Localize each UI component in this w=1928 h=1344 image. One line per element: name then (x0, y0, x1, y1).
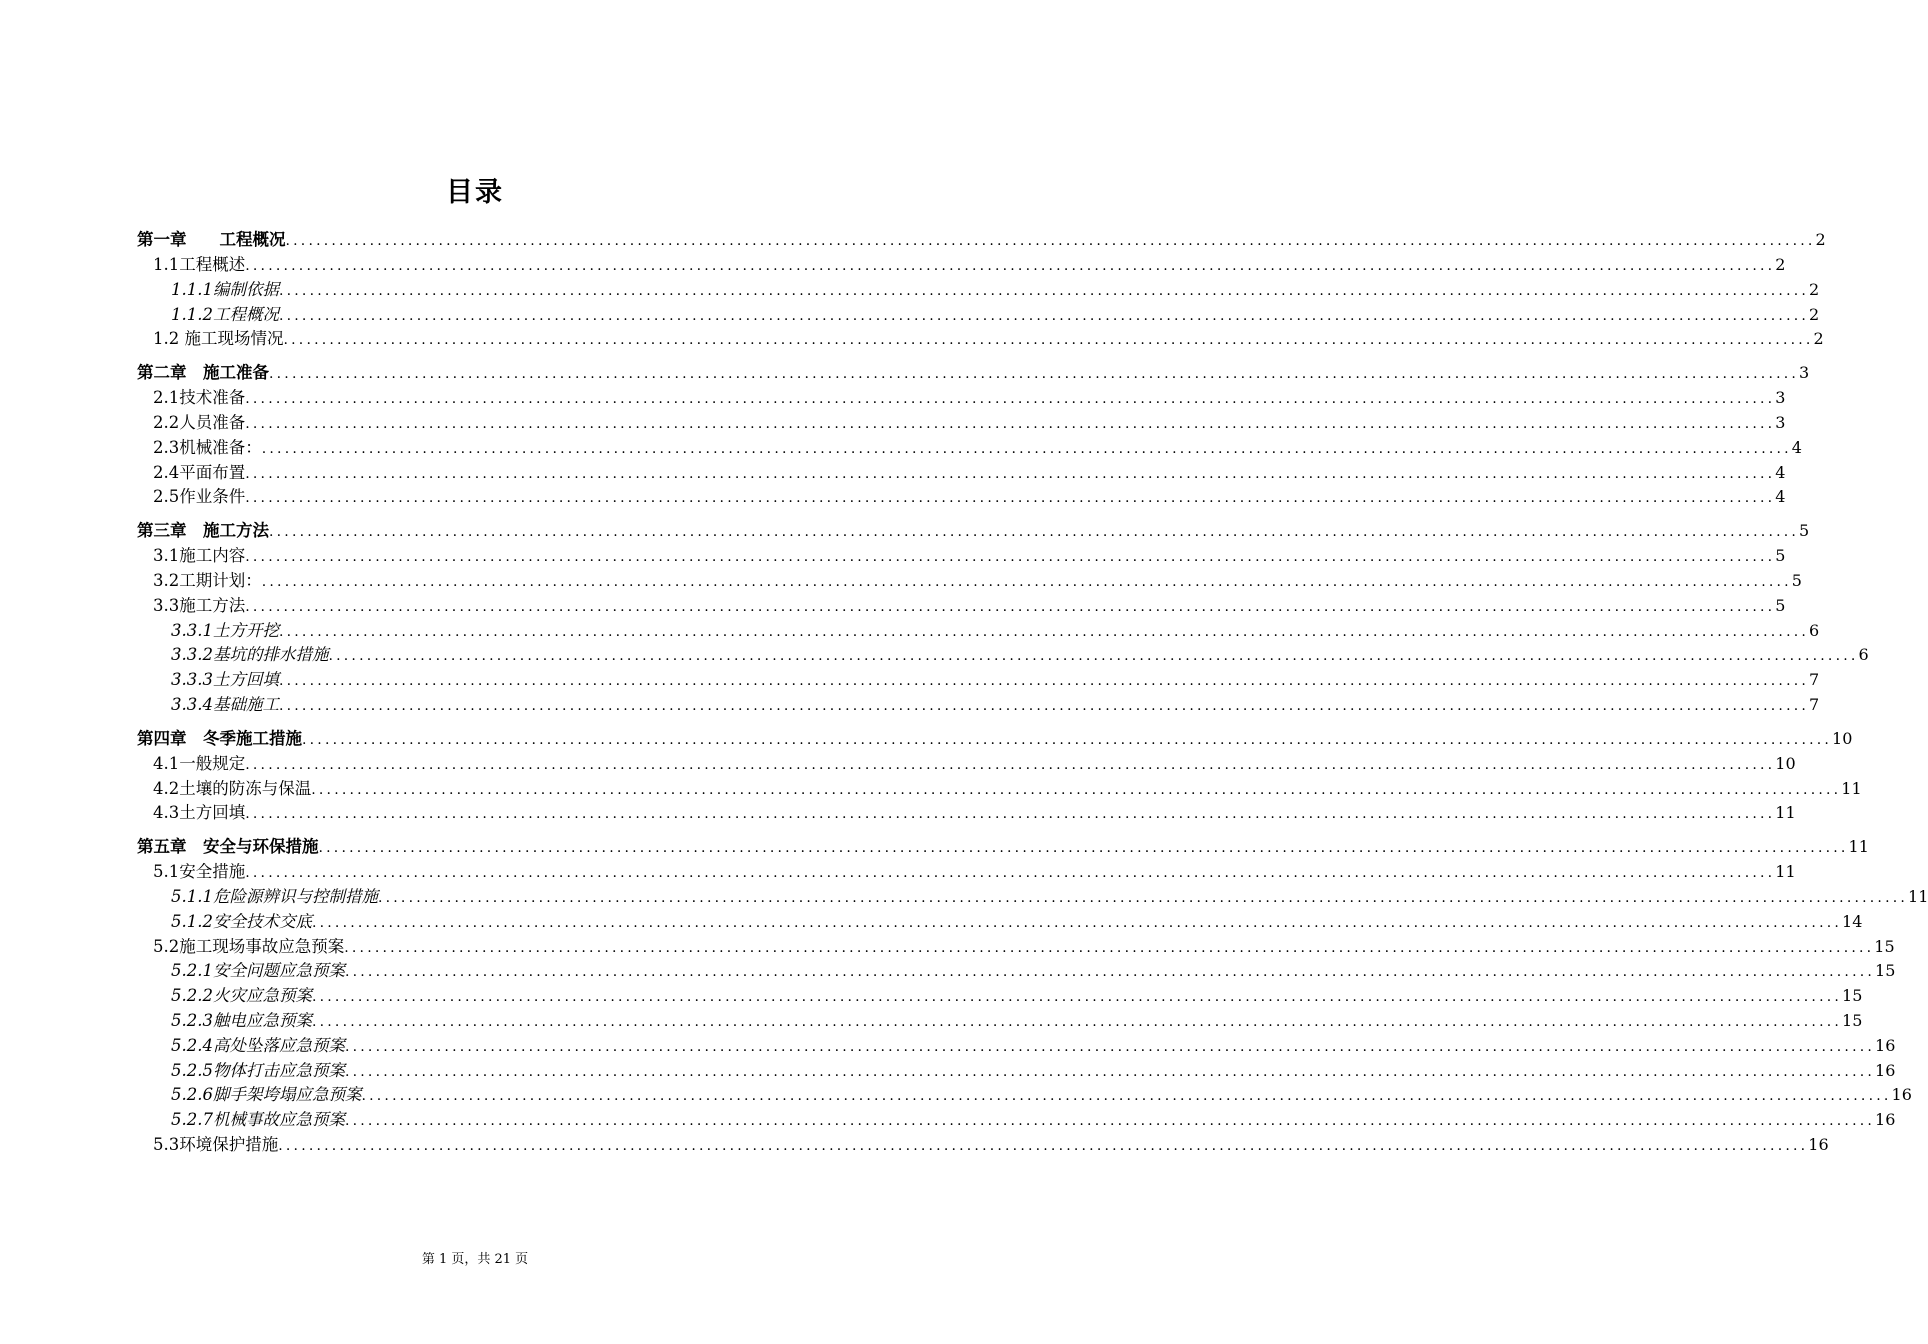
toc-entry-number: 第一章 (137, 230, 187, 249)
toc-entry-label: 环境保护措施 (179, 1134, 279, 1154)
toc-entry-label: 脚手架垮塌应急预案 (212, 1085, 362, 1105)
toc-entry-number: 3.1 (153, 546, 180, 566)
toc-entry-page-number: 5 (1775, 595, 1786, 615)
toc-entry-separator (187, 359, 204, 383)
toc-entry-number: 3.2 (153, 570, 180, 590)
toc-dot-leader: ........................................................................................................................................................................................................ (278, 282, 1810, 299)
toc-entry-number: 4.2 (153, 778, 180, 798)
toc-entry-page-number: 2 (1815, 230, 1826, 249)
toc-entry[interactable] (137, 359, 1810, 384)
toc-entry-label: 工程概况 (212, 304, 279, 324)
toc-title: 目录 (446, 177, 504, 208)
toc-entry-page-number: 3 (1775, 412, 1786, 432)
toc-entry-label: 施工内容 (179, 546, 246, 566)
toc-entry[interactable] (137, 325, 1824, 350)
toc-entry-number: 5.1.2 (171, 911, 213, 931)
toc-entry[interactable] (137, 226, 1826, 251)
toc-entry-page-number: 7 (1809, 670, 1820, 690)
toc-entry-number: 5.2.7 (171, 1110, 213, 1130)
toc-dot-leader: ........................................................................................................................................................................................................ (245, 415, 1776, 432)
toc-entry-label: 基础施工 (212, 694, 279, 714)
toc-entry-label: 危险源辨识与控制措施 (212, 886, 378, 906)
toc-entry-separator (187, 517, 204, 541)
toc-entry-page-number: 11 (1908, 886, 1928, 906)
toc-entry-label: 安全问题应急预案 (212, 961, 345, 981)
toc-dot-leader: ........................................................................................................................................................................................................ (278, 697, 1810, 714)
toc-dot-leader: ........................................................................................................................................................................................................ (245, 865, 1776, 882)
toc-entry-number: 2.2 (153, 412, 180, 432)
toc-entry[interactable] (137, 982, 1863, 1007)
toc-entry-number: 5.3 (153, 1134, 180, 1154)
toc-dot-leader: ........................................................................................................................................................................................................ (269, 524, 1800, 541)
toc-entry-page-number: 6 (1809, 620, 1820, 640)
toc-entry-label: 工程概况 (219, 230, 286, 249)
toc-entry[interactable] (137, 592, 1786, 617)
toc-entry[interactable] (137, 1007, 1863, 1032)
toc-entry-label: 触电应急预案 (212, 1010, 312, 1030)
toc-entry[interactable] (137, 641, 1869, 666)
toc-entry-label: 施工现场情况 (184, 329, 284, 349)
toc-entry-page-number: 15 (1874, 936, 1895, 956)
toc-entry-separator (187, 833, 204, 857)
toc-entry-label: 编制依据 (212, 279, 279, 299)
toc-dot-leader: ........................................................................................................................................................................................................ (245, 465, 1776, 482)
toc-entry-page-number: 15 (1875, 961, 1896, 981)
toc-entry-label: 安全与环保措施 (203, 837, 319, 857)
toc-entry-number: 5.2.2 (171, 986, 213, 1006)
toc-dot-leader: ........................................................................................................................................................................................................ (344, 939, 1875, 956)
toc-entry-number: 第四章 (137, 728, 187, 748)
toc-entry-separator (187, 226, 220, 250)
toc-entry[interactable] (137, 434, 1802, 459)
toc-entry-number: 1.1.1 (171, 279, 213, 299)
toc-entry-number: 2.5 (153, 487, 180, 507)
toc-entry-page-number: 16 (1891, 1085, 1912, 1105)
toc-dot-leader: ........................................................................................................................................................................................................ (261, 440, 1792, 457)
toc-entry[interactable] (137, 725, 1853, 750)
toc-entry-label: 施工方法 (179, 595, 246, 615)
toc-entry-label: 机械事故应急预案 (212, 1110, 345, 1130)
toc-entry-label: 土壤的防冻与保温 (179, 778, 312, 798)
toc-entry-label: 作业条件 (179, 487, 246, 507)
toc-entry-number: 3.3.1 (171, 620, 213, 640)
toc-dot-leader: ........................................................................................................................................................................................................ (245, 490, 1776, 507)
toc-entry-number: 第五章 (137, 837, 187, 857)
toc-entry-page-number: 16 (1875, 1035, 1896, 1055)
toc-entry[interactable] (137, 933, 1895, 958)
toc-dot-leader: ........................................................................................................................................................................................................ (328, 648, 1859, 665)
page-footer: 第 1 页，共 21 页 (421, 1252, 529, 1267)
toc-dot-leader: ........................................................................................................................................................................................................ (311, 989, 1843, 1006)
toc-entry[interactable] (137, 459, 1786, 484)
toc-entry[interactable] (137, 1081, 1912, 1106)
toc-entry-number: 第三章 (137, 521, 187, 541)
toc-entry-number: 2.1 (153, 388, 180, 408)
toc-entry[interactable] (137, 883, 1928, 908)
toc-entry-label: 安全技术交底 (212, 911, 312, 931)
toc-entry[interactable] (137, 775, 1862, 800)
toc-entry-page-number: 5 (1799, 521, 1810, 541)
toc-entry-page-number: 5 (1791, 570, 1802, 590)
toc-entry-label: 物体打击应急预案 (212, 1060, 345, 1080)
toc-dot-leader: ........................................................................................................................................................................................................ (245, 258, 1776, 274)
toc-dot-leader: ........................................................................................................................................................................................................ (278, 623, 1810, 640)
toc-dot-leader: ........................................................................................................................................................................................................ (278, 307, 1810, 324)
toc-entry-number: 5.1 (153, 862, 180, 882)
toc-entry-page-number: 5 (1775, 546, 1786, 566)
toc-entry[interactable] (137, 908, 1863, 933)
toc-entry-page-number: 16 (1875, 1060, 1896, 1080)
toc-dot-leader: ........................................................................................................................................................................................................ (278, 673, 1810, 690)
toc-entry-page-number: 16 (1808, 1134, 1829, 1154)
toc-entry-page-number: 16 (1875, 1110, 1896, 1130)
toc-entry-label: 基坑的排水措施 (212, 645, 329, 665)
toc-dot-leader: ........................................................................................................................................................................................................ (311, 914, 1843, 931)
toc-entry-number: 3.3 (153, 595, 180, 615)
toc-entry[interactable] (137, 384, 1786, 409)
toc-entry[interactable] (137, 1131, 1829, 1156)
toc-entry-page-number: 10 (1832, 728, 1853, 748)
toc-dot-leader: ........................................................................................................................................................................................................ (344, 1113, 1876, 1130)
toc-entry-number: 2.4 (153, 462, 180, 482)
toc-dot-leader: ........................................................................................................................................................................................................ (283, 332, 1814, 349)
toc-dot-leader: ........................................................................................................................................................................................................ (302, 731, 1833, 748)
toc-entry[interactable] (137, 1057, 1896, 1082)
toc-entry-number: 5.2 (153, 936, 180, 956)
toc-dot-leader: ........................................................................................................................................................................................................ (318, 840, 1849, 857)
toc-entry-label: 工期计划： (179, 570, 262, 590)
toc-dot-leader: ........................................................................................................................................................................................................ (245, 756, 1776, 773)
toc-entry-number: 3.3.4 (171, 694, 213, 714)
toc-entry-page-number: 11 (1848, 837, 1869, 857)
toc-entry-label: 施工准备 (203, 363, 269, 383)
toc-entry-label: 土方开挖 (212, 620, 279, 640)
toc-entry-label: 施工现场事故应急预案 (179, 936, 345, 956)
toc-entry[interactable] (137, 957, 1896, 982)
toc-entry[interactable] (137, 750, 1796, 775)
toc-entry[interactable] (137, 833, 1869, 858)
toc-entry[interactable] (137, 1032, 1896, 1057)
toc-entry-label: 机械准备： (179, 437, 262, 457)
toc-entry-number: 1.2 (153, 329, 180, 349)
toc-entry-page-number: 4 (1775, 462, 1786, 482)
toc-dot-leader: ........................................................................................................................................................................................................ (344, 964, 1876, 981)
toc-dot-leader: ........................................................................................................................................................................................................ (278, 1137, 1809, 1154)
toc-entry-label: 安全措施 (179, 862, 246, 882)
toc-dot-leader: ........................................................................................................................................................................................................ (245, 549, 1776, 566)
toc-entry-number: 2.3 (153, 437, 180, 457)
toc-entry[interactable] (137, 666, 1820, 691)
toc-entry-label: 火灾应急预案 (212, 986, 312, 1006)
toc-entry[interactable] (137, 567, 1802, 592)
toc-entry-page-number: 10 (1775, 753, 1796, 773)
toc-entry[interactable] (137, 251, 1786, 276)
toc-entry-label: 一般规定 (179, 753, 246, 773)
toc-entry[interactable] (137, 1106, 1896, 1131)
toc-dot-leader: ........................................................................................................................................................................................................ (285, 233, 1816, 249)
toc-entry-page-number: 2 (1775, 255, 1786, 274)
table-of-contents (137, 226, 1928, 1156)
toc-entry-label: 土方回填 (212, 670, 279, 690)
toc-entry-label: 工程概述 (179, 255, 246, 274)
toc-dot-leader: ........................................................................................................................................................................................................ (344, 1038, 1876, 1055)
toc-entry-number: 4.3 (153, 803, 180, 823)
toc-entry-page-number: 2 (1809, 304, 1820, 324)
toc-dot-leader: ........................................................................................................................................................................................................ (344, 1063, 1876, 1080)
toc-entry-number: 3.3.2 (171, 645, 213, 665)
toc-dot-leader: ........................................................................................................................................................................................................ (261, 573, 1792, 590)
toc-entry-page-number: 15 (1842, 986, 1863, 1006)
toc-dot-leader: ........................................................................................................................................................................................................ (377, 889, 1909, 906)
toc-entry-number: 5.2.3 (171, 1010, 213, 1030)
toc-entry-number: 4.1 (153, 753, 180, 773)
toc-entry-page-number: 3 (1799, 363, 1810, 383)
toc-entry-number: 1.1 (153, 255, 180, 274)
toc-entry-page-number: 11 (1841, 778, 1862, 798)
toc-entry-label: 人员准备 (179, 412, 246, 432)
toc-entry-page-number: 15 (1842, 1010, 1863, 1030)
toc-dot-leader: ........................................................................................................................................................................................................ (361, 1088, 1892, 1105)
toc-dot-leader: ........................................................................................................................................................................................................ (245, 806, 1776, 823)
toc-entry-page-number: 7 (1809, 694, 1820, 714)
toc-entry-page-number: 4 (1775, 487, 1786, 507)
toc-entry-label: 技术准备 (179, 388, 246, 408)
toc-entry-number: 5.2.1 (171, 961, 213, 981)
toc-entry[interactable] (137, 409, 1786, 434)
toc-entry-label: 高处坠落应急预案 (212, 1035, 345, 1055)
toc-entry-page-number: 11 (1775, 862, 1796, 882)
toc-dot-leader: ........................................................................................................................................................................................................ (311, 781, 1842, 798)
toc-dot-leader: ........................................................................................................................................................................................................ (245, 598, 1776, 615)
toc-entry[interactable] (137, 542, 1786, 567)
toc-entry-page-number: 2 (1813, 329, 1824, 349)
toc-entry-number: 1.1.2 (171, 304, 213, 324)
toc-entry-label: 冬季施工措施 (203, 728, 302, 748)
toc-entry-number: 5.1.1 (171, 886, 213, 906)
toc-entry-label: 施工方法 (203, 521, 269, 541)
toc-entry[interactable] (137, 617, 1820, 642)
toc-entry-number: 3.3.3 (171, 670, 213, 690)
toc-entry[interactable] (137, 483, 1786, 508)
toc-entry-page-number: 6 (1858, 645, 1869, 665)
toc-entry-number: 第二章 (137, 363, 187, 383)
toc-entry[interactable] (137, 691, 1820, 716)
toc-entry-page-number: 2 (1809, 279, 1820, 299)
toc-dot-leader: ........................................................................................................................................................................................................ (311, 1013, 1843, 1030)
toc-entry[interactable] (137, 276, 1820, 301)
toc-entry-number: 5.2.5 (171, 1060, 213, 1080)
toc-entry-page-number: 11 (1775, 803, 1796, 823)
toc-entry-separator (187, 725, 204, 749)
toc-dot-leader: ........................................................................................................................................................................................................ (269, 366, 1800, 383)
toc-entry-page-number: 4 (1791, 437, 1802, 457)
toc-entry-page-number: 14 (1842, 911, 1863, 931)
toc-entry[interactable] (137, 301, 1820, 326)
toc-entry[interactable] (137, 517, 1810, 542)
toc-dot-leader: ........................................................................................................................................................................................................ (245, 391, 1776, 408)
toc-entry[interactable] (137, 799, 1796, 824)
toc-entry-label: 平面布置 (179, 462, 246, 482)
toc-entry-label: 土方回填 (179, 803, 246, 823)
toc-entry-number: 5.2.6 (171, 1085, 213, 1105)
toc-entry[interactable] (137, 858, 1796, 883)
toc-entry-page-number: 3 (1775, 388, 1786, 408)
toc-entry-number: 5.2.4 (171, 1035, 213, 1055)
